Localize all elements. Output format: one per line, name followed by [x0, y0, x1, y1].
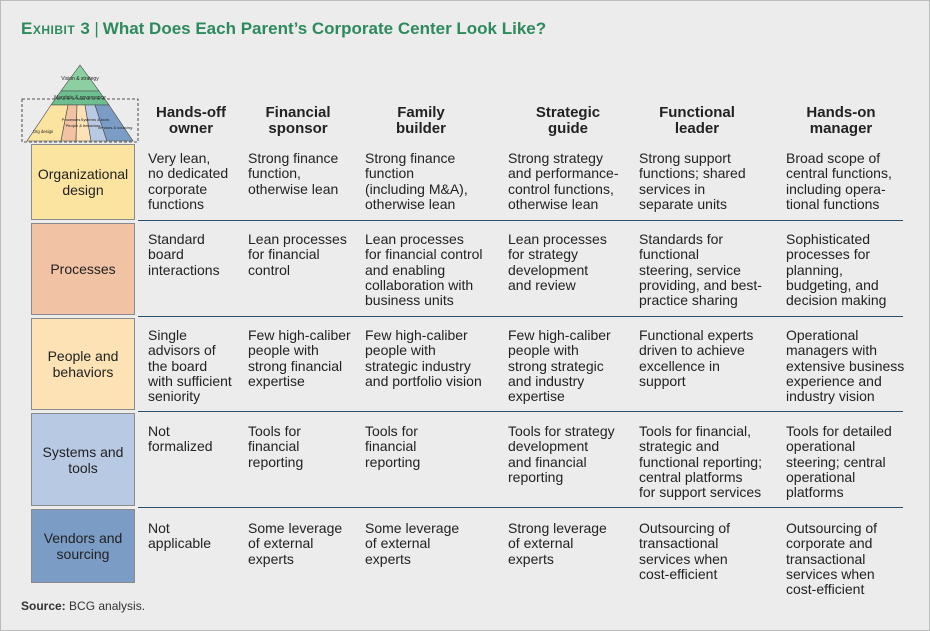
exhibit-title: [21, 19, 546, 39]
row-divider: [138, 316, 903, 317]
column-header-functional-leader: Functional leader: [659, 104, 735, 137]
pyramid-label-vendors: Vendors & sourcing: [97, 125, 133, 130]
row-divider: [138, 411, 903, 412]
cell-people-hands-off-owner: Single advisors of the board with sufficient seniority: [148, 327, 232, 405]
cell-systems-family-builder: Tools for financial reporting: [365, 423, 421, 470]
cell-org-design-strategic-guide: Strong strategy and performance- control functions, otherwise lean: [508, 150, 619, 212]
exhibit-number: Exhibit 3: [21, 19, 91, 38]
cell-vendors-financial-sponsor: Some leverage of external experts: [248, 520, 343, 567]
cell-processes-hands-on-manager: Sophisticated processes for planning, budgeting, and decision making: [786, 231, 887, 309]
row-label-processes: Processes: [31, 223, 135, 315]
cell-systems-functional-leader: Tools for financial, strategic and functional reporting; central platforms for support services: [639, 423, 762, 501]
pyramid-label-vision: Vision & strategy: [61, 76, 99, 82]
pyramid-label-processes: Processes: [61, 117, 81, 122]
column-header-family-builder: Family builder: [395, 104, 446, 137]
cell-processes-functional-leader: Standards for functional steering, service providing, and best- practice sharing: [639, 231, 762, 309]
column-header-strategic-guide: Strategic guide: [535, 104, 601, 137]
cell-people-strategic-guide: Few high-caliber people with strong strategic and industry expertise: [508, 327, 611, 405]
cell-org-design-hands-on-manager: Broad scope of central functions, including opera- tional functions: [786, 150, 892, 212]
row-label-systems-and-tools: Systems and tools: [31, 413, 135, 506]
cell-systems-hands-off-owner: Not formalized: [148, 423, 213, 455]
cell-people-functional-leader: Functional experts driven to achieve excellence in support: [639, 327, 754, 389]
source-note: [21, 599, 145, 613]
cell-people-hands-on-manager: Operational managers with extensive business experience and industry vision: [786, 327, 905, 405]
cell-processes-family-builder: Lean processes for financial control and enabling collaboration with business units: [365, 231, 483, 309]
source-label: Source:: [21, 599, 66, 613]
cell-org-design-functional-leader: Strong support functions; shared services in separate units: [639, 150, 746, 212]
cell-vendors-hands-off-owner: Not applicable: [148, 520, 212, 552]
cell-org-design-hands-off-owner: Very lean, no dedicated corporate functions: [148, 150, 229, 212]
cell-people-financial-sponsor: Few high-caliber people with strong financial expertise: [248, 327, 351, 389]
cell-systems-strategic-guide: Tools for strategy development and financial reporting: [508, 423, 615, 485]
pyramid-label-mandate: Mandate & governance: [54, 95, 106, 101]
source-text: BCG analysis.: [69, 599, 146, 613]
cell-processes-financial-sponsor: Lean processes for financial control: [248, 231, 347, 278]
row-divider: [138, 507, 903, 508]
pyramid-label-org: Org design: [32, 129, 54, 134]
pyramid-label-people: People & behaviors: [65, 123, 101, 128]
cell-systems-financial-sponsor: Tools for financial reporting: [248, 423, 304, 470]
cell-vendors-functional-leader: Outsourcing of transactional services when cost-efficient: [639, 520, 731, 582]
cell-vendors-family-builder: Some leverage of external experts: [365, 520, 460, 567]
title-separator: |: [94, 19, 99, 38]
exhibit-heading: What Does Each Parent’s Corporate Center Look Like?: [102, 19, 547, 38]
row-label-organizational-design: Organizational design: [31, 144, 135, 220]
cell-processes-hands-off-owner: Standard board interactions: [148, 231, 220, 278]
cell-people-family-builder: Few high-caliber people with strategic industry and portfolio vision: [365, 327, 482, 389]
cell-vendors-hands-on-manager: Outsourcing of corporate and transactional services when cost-efficient: [786, 520, 878, 598]
cell-systems-hands-on-manager: Tools for detailed operational steering; central operational platforms: [786, 423, 892, 501]
row-label-vendors-and-sourcing: Vendors and sourcing: [31, 509, 135, 583]
cell-org-design-financial-sponsor: Strong finance function, otherwise lean: [248, 150, 339, 197]
column-header-hands-off-owner: Hands-off owner: [156, 104, 226, 137]
pyramid-label-systems: Systems & tools: [80, 117, 110, 122]
column-header-financial-sponsor: Financial sponsor: [265, 104, 331, 137]
cell-org-design-family-builder: Strong finance function (including M&A), otherwise lean: [365, 150, 468, 212]
cell-processes-strategic-guide: Lean processes for strategy development and review: [508, 231, 607, 293]
column-header-hands-on-manager: Hands-on manager: [806, 104, 876, 137]
pyramid-diagram: [21, 61, 139, 143]
cell-vendors-strategic-guide: Strong leverage of external experts: [508, 520, 607, 567]
row-label-people-and-behaviors: People and behaviors: [31, 318, 135, 410]
row-divider: [138, 220, 903, 221]
